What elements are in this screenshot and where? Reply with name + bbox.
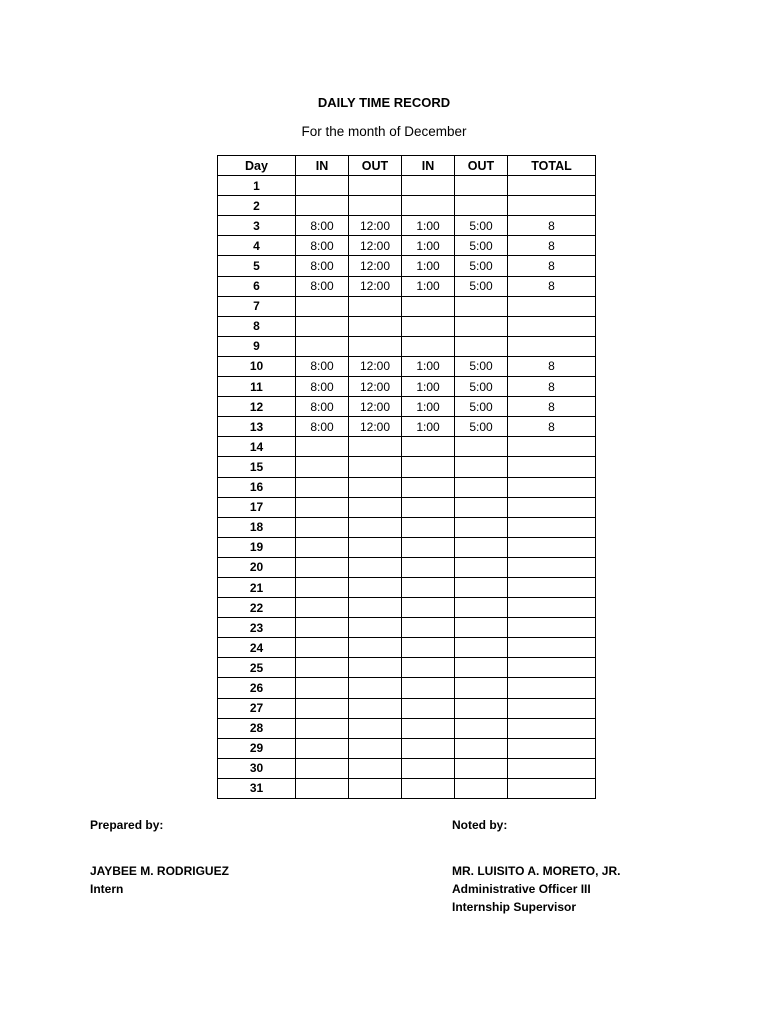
time-in-pm-cell: [402, 638, 455, 658]
table-row: [218, 196, 596, 216]
time-in-am-cell: [296, 698, 349, 718]
time-out-am-cell: [349, 678, 402, 698]
time-out-pm-cell: [455, 336, 508, 356]
time-out-am-cell: [349, 497, 402, 517]
total-cell: [508, 778, 596, 798]
total-cell: [508, 698, 596, 718]
time-in-pm-cell: [402, 196, 455, 216]
table-row: [218, 377, 596, 397]
time-in-am-cell: [296, 176, 349, 196]
time-in-am-cell: [296, 296, 349, 316]
day-cell: 28: [218, 718, 296, 738]
table-row: [218, 598, 596, 618]
time-out-am-cell: 12:00: [349, 256, 402, 276]
total-cell: [508, 598, 596, 618]
time-out-pm-cell: [455, 457, 508, 477]
time-in-am-cell: 8:00: [296, 377, 349, 397]
day-cell: 10: [218, 356, 296, 376]
time-out-pm-cell: [455, 577, 508, 597]
time-in-pm-cell: [402, 738, 455, 758]
time-out-pm-cell: [455, 658, 508, 678]
time-out-am-cell: 12:00: [349, 417, 402, 437]
time-in-am-cell: 8:00: [296, 256, 349, 276]
time-out-pm-cell: [455, 638, 508, 658]
time-in-pm-cell: [402, 618, 455, 638]
supervisor-role: Administrative Officer III: [452, 882, 591, 896]
time-in-am-cell: [296, 457, 349, 477]
header-in-pm: IN: [402, 156, 455, 176]
total-cell: [508, 437, 596, 457]
time-in-pm-cell: 1:00: [402, 236, 455, 256]
time-in-pm-cell: [402, 778, 455, 798]
time-in-am-cell: [296, 678, 349, 698]
time-out-pm-cell: 5:00: [455, 276, 508, 296]
time-in-am-cell: [296, 497, 349, 517]
total-cell: [508, 537, 596, 557]
table-row: [218, 256, 596, 276]
day-cell: 24: [218, 638, 296, 658]
table-row: [218, 537, 596, 557]
table-row: [218, 216, 596, 236]
prepared-by-label: Prepared by:: [90, 818, 164, 832]
time-in-am-cell: [296, 758, 349, 778]
day-cell: 18: [218, 517, 296, 537]
table-row: [218, 356, 596, 376]
day-cell: 25: [218, 658, 296, 678]
time-out-pm-cell: [455, 497, 508, 517]
day-cell: 26: [218, 678, 296, 698]
time-in-pm-cell: [402, 477, 455, 497]
time-out-pm-cell: [455, 477, 508, 497]
time-out-pm-cell: [455, 758, 508, 778]
preparer-role: Intern: [90, 882, 124, 896]
time-in-am-cell: [296, 718, 349, 738]
total-cell: [508, 678, 596, 698]
time-in-pm-cell: [402, 537, 455, 557]
day-cell: 19: [218, 537, 296, 557]
time-in-pm-cell: 1:00: [402, 276, 455, 296]
day-cell: 14: [218, 437, 296, 457]
table-row: [218, 336, 596, 356]
total-cell: [508, 718, 596, 738]
time-in-am-cell: [296, 577, 349, 597]
total-cell: [508, 638, 596, 658]
time-in-am-cell: 8:00: [296, 397, 349, 417]
total-cell: 8: [508, 276, 596, 296]
time-in-am-cell: 8:00: [296, 276, 349, 296]
time-in-pm-cell: [402, 758, 455, 778]
time-out-am-cell: 12:00: [349, 276, 402, 296]
time-in-pm-cell: 1:00: [402, 216, 455, 236]
day-cell: 21: [218, 577, 296, 597]
total-cell: [508, 738, 596, 758]
supervisor-title: Internship Supervisor: [452, 900, 577, 914]
table-body: [218, 176, 596, 799]
time-in-pm-cell: [402, 678, 455, 698]
total-cell: [508, 577, 596, 597]
table-row: [218, 718, 596, 738]
time-out-am-cell: [349, 577, 402, 597]
total-cell: 8: [508, 377, 596, 397]
time-in-pm-cell: 1:00: [402, 377, 455, 397]
time-out-am-cell: 12:00: [349, 397, 402, 417]
time-out-am-cell: [349, 437, 402, 457]
time-in-pm-cell: 1:00: [402, 397, 455, 417]
total-cell: [508, 336, 596, 356]
time-in-pm-cell: [402, 296, 455, 316]
time-out-pm-cell: [455, 778, 508, 798]
time-out-pm-cell: 5:00: [455, 397, 508, 417]
time-in-am-cell: [296, 598, 349, 618]
time-out-pm-cell: 5:00: [455, 216, 508, 236]
time-in-am-cell: [296, 738, 349, 758]
table-row: [218, 296, 596, 316]
header-out-am: OUT: [349, 156, 402, 176]
total-cell: [508, 457, 596, 477]
time-in-am-cell: [296, 196, 349, 216]
time-out-am-cell: [349, 336, 402, 356]
time-in-pm-cell: [402, 497, 455, 517]
time-out-am-cell: [349, 638, 402, 658]
time-in-pm-cell: [402, 517, 455, 537]
table-row: [218, 577, 596, 597]
time-in-am-cell: 8:00: [296, 417, 349, 437]
time-out-pm-cell: [455, 517, 508, 537]
time-in-pm-cell: [402, 577, 455, 597]
day-cell: 31: [218, 778, 296, 798]
day-cell: 4: [218, 236, 296, 256]
time-out-am-cell: [349, 618, 402, 638]
time-in-am-cell: [296, 778, 349, 798]
time-in-am-cell: [296, 316, 349, 336]
total-cell: [508, 196, 596, 216]
time-in-am-cell: [296, 618, 349, 638]
table-row: [218, 658, 596, 678]
time-out-pm-cell: 5:00: [455, 256, 508, 276]
total-cell: [508, 517, 596, 537]
time-out-pm-cell: [455, 698, 508, 718]
time-out-am-cell: [349, 698, 402, 718]
total-cell: [508, 557, 596, 577]
time-out-pm-cell: [455, 557, 508, 577]
table-row: [218, 437, 596, 457]
time-out-pm-cell: 5:00: [455, 236, 508, 256]
time-out-am-cell: [349, 457, 402, 477]
day-cell: 3: [218, 216, 296, 236]
noted-by-label: Noted by:: [452, 818, 508, 832]
total-cell: [508, 497, 596, 517]
table-row: [218, 497, 596, 517]
time-in-pm-cell: [402, 316, 455, 336]
time-in-am-cell: [296, 437, 349, 457]
table-row: [218, 457, 596, 477]
time-out-am-cell: 12:00: [349, 377, 402, 397]
day-cell: 5: [218, 256, 296, 276]
prepared-by-block: [90, 816, 229, 898]
time-out-pm-cell: [455, 316, 508, 336]
time-out-am-cell: 12:00: [349, 216, 402, 236]
total-cell: 8: [508, 216, 596, 236]
table-row: [218, 678, 596, 698]
table-row: [218, 176, 596, 196]
total-cell: [508, 316, 596, 336]
day-cell: 12: [218, 397, 296, 417]
time-in-am-cell: [296, 638, 349, 658]
time-in-pm-cell: 1:00: [402, 356, 455, 376]
table-row: [218, 638, 596, 658]
table-row: [218, 417, 596, 437]
table-row: [218, 738, 596, 758]
time-out-pm-cell: [455, 718, 508, 738]
day-cell: 22: [218, 598, 296, 618]
total-cell: [508, 658, 596, 678]
time-out-am-cell: [349, 296, 402, 316]
time-in-pm-cell: [402, 336, 455, 356]
table-row: [218, 778, 596, 798]
header-out-pm: OUT: [455, 156, 508, 176]
time-out-pm-cell: 5:00: [455, 377, 508, 397]
table-row: [218, 397, 596, 417]
document-subtitle: For the month of December: [301, 124, 467, 139]
time-out-pm-cell: [455, 296, 508, 316]
time-in-am-cell: [296, 336, 349, 356]
day-cell: 29: [218, 738, 296, 758]
table-header-row: [218, 156, 596, 176]
time-out-am-cell: [349, 557, 402, 577]
total-cell: 8: [508, 356, 596, 376]
time-in-pm-cell: [402, 658, 455, 678]
day-cell: 11: [218, 377, 296, 397]
time-in-am-cell: [296, 658, 349, 678]
time-out-pm-cell: 5:00: [455, 356, 508, 376]
table-row: [218, 276, 596, 296]
time-out-pm-cell: [455, 176, 508, 196]
table-row: [218, 236, 596, 256]
time-out-am-cell: [349, 598, 402, 618]
table-row: [218, 618, 596, 638]
preparer-name: JAYBEE M. RODRIGUEZ: [90, 864, 229, 878]
time-out-am-cell: [349, 196, 402, 216]
time-out-am-cell: [349, 316, 402, 336]
time-out-am-cell: [349, 176, 402, 196]
day-cell: 23: [218, 618, 296, 638]
day-cell: 16: [218, 477, 296, 497]
time-out-pm-cell: [455, 196, 508, 216]
day-cell: 30: [218, 758, 296, 778]
day-cell: 6: [218, 276, 296, 296]
time-out-am-cell: [349, 537, 402, 557]
time-out-pm-cell: [455, 618, 508, 638]
time-in-am-cell: [296, 517, 349, 537]
time-in-pm-cell: [402, 437, 455, 457]
time-out-pm-cell: 5:00: [455, 417, 508, 437]
time-in-pm-cell: [402, 718, 455, 738]
time-in-pm-cell: [402, 557, 455, 577]
time-out-am-cell: [349, 738, 402, 758]
day-cell: 15: [218, 457, 296, 477]
table-row: [218, 758, 596, 778]
time-out-pm-cell: [455, 598, 508, 618]
time-out-am-cell: [349, 718, 402, 738]
time-in-pm-cell: 1:00: [402, 256, 455, 276]
time-out-pm-cell: [455, 537, 508, 557]
table-row: [218, 698, 596, 718]
time-in-am-cell: 8:00: [296, 236, 349, 256]
time-out-pm-cell: [455, 437, 508, 457]
time-in-am-cell: 8:00: [296, 216, 349, 236]
time-in-am-cell: [296, 557, 349, 577]
day-cell: 13: [218, 417, 296, 437]
time-in-pm-cell: 1:00: [402, 417, 455, 437]
day-cell: 9: [218, 336, 296, 356]
table-row: [218, 316, 596, 336]
table-row: [218, 517, 596, 537]
day-cell: 8: [218, 316, 296, 336]
time-out-am-cell: [349, 517, 402, 537]
time-in-am-cell: 8:00: [296, 356, 349, 376]
day-cell: 27: [218, 698, 296, 718]
document-title: DAILY TIME RECORD: [317, 95, 451, 110]
table-row: [218, 477, 596, 497]
total-cell: 8: [508, 397, 596, 417]
time-record-table: [217, 155, 596, 799]
total-cell: [508, 296, 596, 316]
time-in-pm-cell: [402, 698, 455, 718]
total-cell: [508, 758, 596, 778]
time-out-pm-cell: [455, 738, 508, 758]
time-out-am-cell: [349, 477, 402, 497]
time-in-pm-cell: [402, 176, 455, 196]
time-in-pm-cell: [402, 598, 455, 618]
time-out-am-cell: 12:00: [349, 356, 402, 376]
total-cell: 8: [508, 256, 596, 276]
total-cell: 8: [508, 236, 596, 256]
day-cell: 17: [218, 497, 296, 517]
header-total: TOTAL: [508, 156, 596, 176]
header-in-am: IN: [296, 156, 349, 176]
time-out-am-cell: [349, 758, 402, 778]
day-cell: 1: [218, 176, 296, 196]
noted-by-block: [452, 816, 620, 916]
time-out-pm-cell: [455, 678, 508, 698]
day-cell: 2: [218, 196, 296, 216]
time-out-am-cell: 12:00: [349, 236, 402, 256]
time-in-am-cell: [296, 537, 349, 557]
total-cell: [508, 176, 596, 196]
day-cell: 20: [218, 557, 296, 577]
total-cell: 8: [508, 417, 596, 437]
time-out-am-cell: [349, 778, 402, 798]
table-row: [218, 557, 596, 577]
total-cell: [508, 477, 596, 497]
time-in-pm-cell: [402, 457, 455, 477]
header-day: Day: [218, 156, 296, 176]
time-out-am-cell: [349, 658, 402, 678]
supervisor-name: MR. LUISITO A. MORETO, JR.: [452, 864, 621, 878]
total-cell: [508, 618, 596, 638]
day-cell: 7: [218, 296, 296, 316]
time-in-am-cell: [296, 477, 349, 497]
